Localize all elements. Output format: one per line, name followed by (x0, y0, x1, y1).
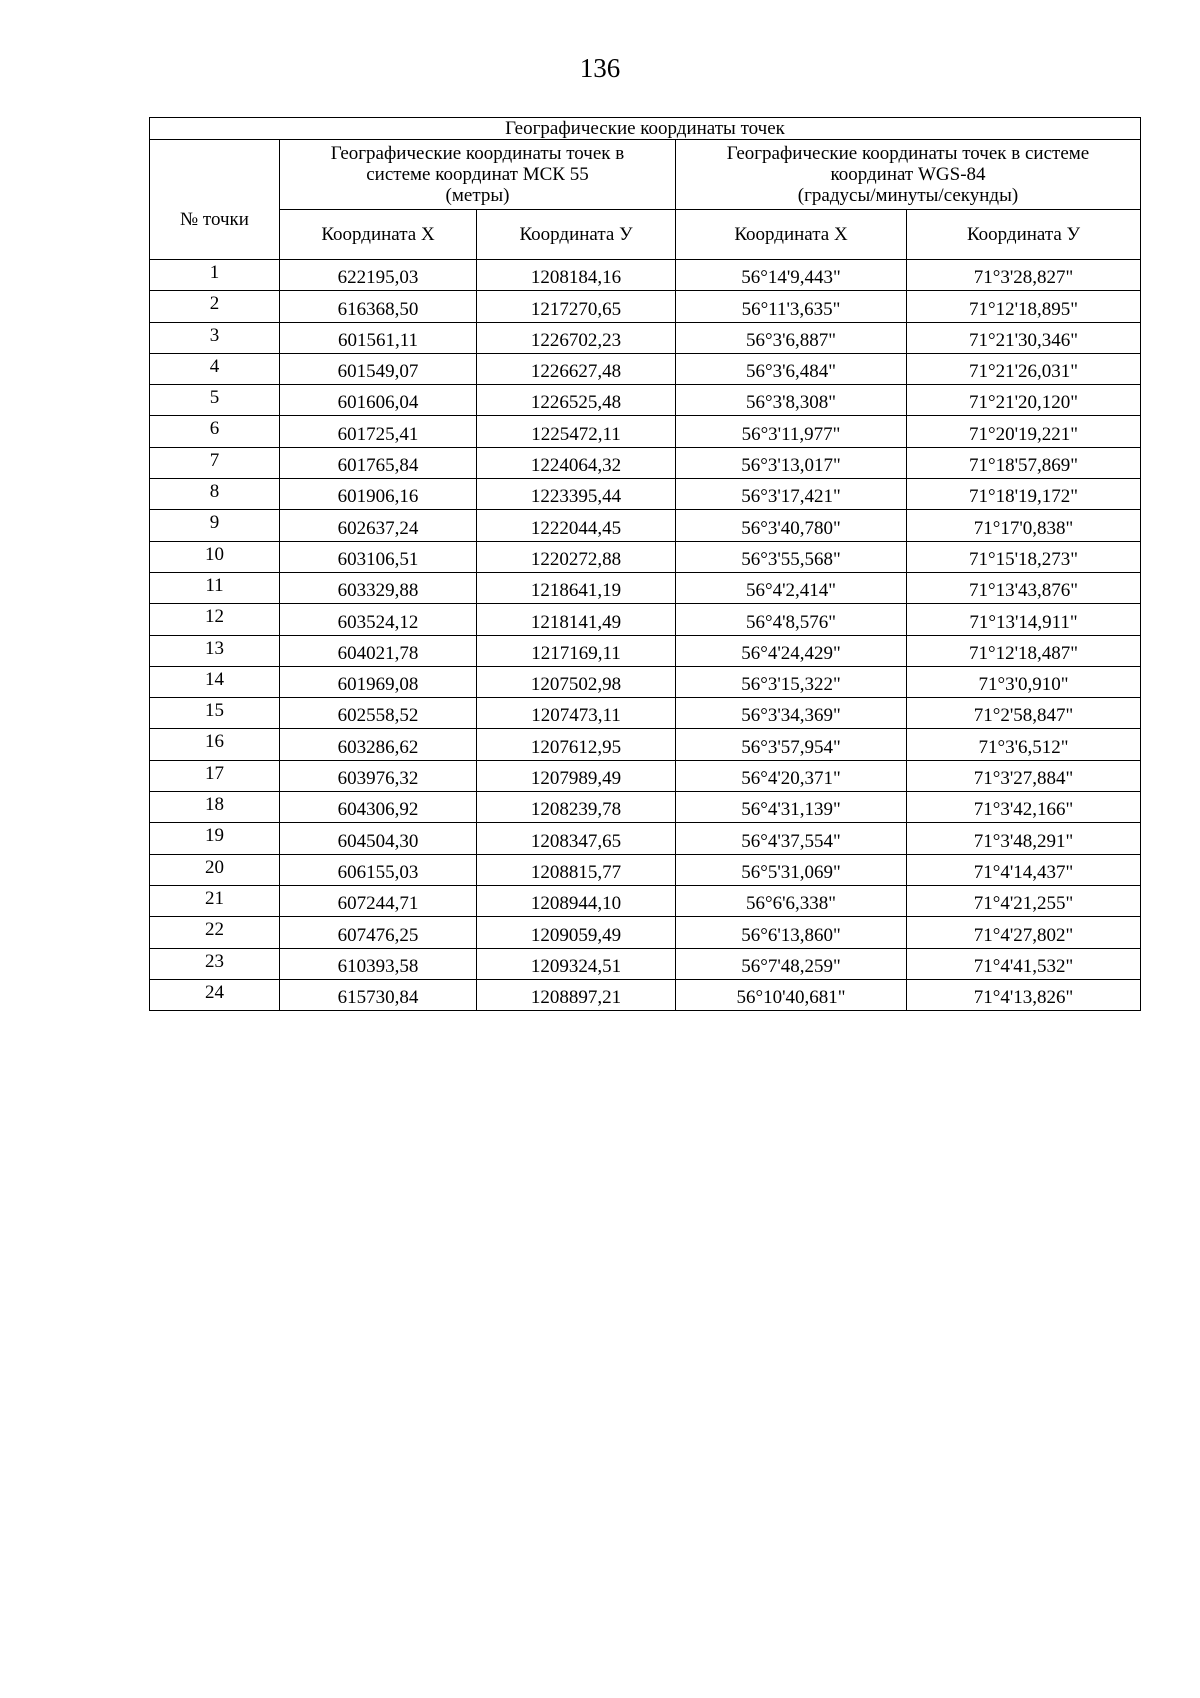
point-number-cell: 8 (150, 479, 280, 510)
msk55-x-cell: 601906,16 (280, 479, 477, 510)
table-title: Географические координаты точек (150, 118, 1141, 140)
wgs84-x-cell: 56°3'40,780" (676, 510, 907, 541)
point-number-cell: 6 (150, 416, 280, 447)
msk55-x-cell: 615730,84 (280, 979, 477, 1010)
table-row (150, 353, 1141, 384)
wgs84-x-cell: 56°6'13,860" (676, 917, 907, 948)
msk55-y-cell: 1209059,49 (477, 917, 676, 948)
msk55-x-cell: 604021,78 (280, 635, 477, 666)
msk55-x-cell: 607244,71 (280, 885, 477, 916)
wgs84-y-cell: 71°3'27,884" (907, 760, 1141, 791)
msk55-x-cell: 603524,12 (280, 604, 477, 635)
table-row (150, 385, 1141, 416)
msk55-x-cell: 602558,52 (280, 698, 477, 729)
wgs84-x-cell: 56°3'6,887" (676, 322, 907, 353)
table-row (150, 885, 1141, 916)
point-number-cell: 22 (150, 917, 280, 948)
msk55-x-cell: 601765,84 (280, 447, 477, 478)
msk55-x-cell: 606155,03 (280, 854, 477, 885)
msk55-x-cell: 601725,41 (280, 416, 477, 447)
msk55-header-line-3: (метры) (445, 185, 510, 206)
msk55-x-cell: 601606,04 (280, 385, 477, 416)
wgs84-y-cell: 71°3'6,512" (907, 729, 1141, 760)
wgs84-group-header (676, 140, 1141, 210)
msk55-y-cell: 1222044,45 (477, 510, 676, 541)
table-row (150, 510, 1141, 541)
wgs84-x-cell: 56°4'20,371" (676, 760, 907, 791)
table-row (150, 729, 1141, 760)
wgs84-y-cell: 71°2'58,847" (907, 698, 1141, 729)
wgs84-header-line-2: координат WGS-84 (830, 164, 986, 185)
msk55-y-cell: 1226702,23 (477, 322, 676, 353)
wgs84-x-cell: 56°3'15,322" (676, 666, 907, 697)
msk55-x-cell: 603106,51 (280, 541, 477, 572)
page-number: 136 (579, 53, 621, 83)
wgs84-x-cell: 56°6'6,338" (676, 885, 907, 916)
wgs84-x-header: Координата Х (676, 210, 907, 260)
point-number-cell: 7 (150, 447, 280, 478)
table-body (150, 260, 1141, 1011)
msk55-y-cell: 1218641,19 (477, 572, 676, 603)
msk55-y-cell: 1208184,16 (477, 260, 676, 291)
point-number-cell: 2 (150, 291, 280, 322)
table-row (150, 604, 1141, 635)
msk55-y-cell: 1223395,44 (477, 479, 676, 510)
point-number-cell: 5 (150, 385, 280, 416)
wgs84-y-cell: 71°18'19,172" (907, 479, 1141, 510)
wgs84-y-cell: 71°4'41,532" (907, 948, 1141, 979)
msk55-x-cell: 603329,88 (280, 572, 477, 603)
wgs84-y-cell: 71°20'19,221" (907, 416, 1141, 447)
point-number-cell: 21 (150, 885, 280, 916)
wgs84-x-cell: 56°3'8,308" (676, 385, 907, 416)
wgs84-y-cell: 71°13'14,911" (907, 604, 1141, 635)
point-number-cell: 24 (150, 979, 280, 1010)
msk55-y-cell: 1226525,48 (477, 385, 676, 416)
wgs84-x-cell: 56°3'11,977" (676, 416, 907, 447)
msk55-y-header: Координата У (477, 210, 676, 260)
point-number-cell: 10 (150, 541, 280, 572)
wgs84-x-cell: 56°4'2,414" (676, 572, 907, 603)
table-row (150, 291, 1141, 322)
msk55-y-cell: 1208944,10 (477, 885, 676, 916)
msk55-y-cell: 1207989,49 (477, 760, 676, 791)
point-number-cell: 20 (150, 854, 280, 885)
msk55-x-cell: 601549,07 (280, 353, 477, 384)
msk55-y-cell: 1224064,32 (477, 447, 676, 478)
table-row (150, 854, 1141, 885)
wgs84-y-cell: 71°3'0,910" (907, 666, 1141, 697)
point-number-cell: 15 (150, 698, 280, 729)
msk55-y-cell: 1208815,77 (477, 854, 676, 885)
msk55-x-cell: 604504,30 (280, 823, 477, 854)
coordinates-table (149, 117, 1141, 1011)
wgs84-x-cell: 56°4'8,576" (676, 604, 907, 635)
msk55-x-cell: 602637,24 (280, 510, 477, 541)
msk55-x-cell: 607476,25 (280, 917, 477, 948)
wgs84-header-line-3: (градусы/минуты/секунды) (797, 185, 1019, 206)
table-row (150, 322, 1141, 353)
wgs84-header-line-1: Географические координаты точек в системе (726, 143, 1090, 164)
msk55-y-cell: 1226627,48 (477, 353, 676, 384)
msk55-x-header: Координата Х (280, 210, 477, 260)
point-number-cell: 1 (150, 260, 280, 291)
point-number-cell: 3 (150, 322, 280, 353)
point-number-cell: 13 (150, 635, 280, 666)
msk55-header-line-1: Географические координаты точек в (330, 143, 625, 164)
msk55-y-cell: 1218141,49 (477, 604, 676, 635)
table-row (150, 447, 1141, 478)
msk55-x-cell: 610393,58 (280, 948, 477, 979)
msk55-y-cell: 1208347,65 (477, 823, 676, 854)
wgs84-y-cell: 71°12'18,895" (907, 291, 1141, 322)
msk55-y-cell: 1207502,98 (477, 666, 676, 697)
table-row (150, 666, 1141, 697)
msk55-y-cell: 1207473,11 (477, 698, 676, 729)
table-row (150, 479, 1141, 510)
msk55-y-cell: 1220272,88 (477, 541, 676, 572)
wgs84-x-cell: 56°3'57,954" (676, 729, 907, 760)
point-number-cell: 23 (150, 948, 280, 979)
wgs84-y-cell: 71°4'13,826" (907, 979, 1141, 1010)
wgs84-y-cell: 71°21'26,031" (907, 353, 1141, 384)
point-number-cell: 17 (150, 760, 280, 791)
wgs84-y-cell: 71°13'43,876" (907, 572, 1141, 603)
wgs84-x-cell: 56°3'34,369" (676, 698, 907, 729)
wgs84-y-cell: 71°4'21,255" (907, 885, 1141, 916)
point-number-cell: 14 (150, 666, 280, 697)
wgs84-x-cell: 56°3'17,421" (676, 479, 907, 510)
wgs84-y-cell: 71°4'14,437" (907, 854, 1141, 885)
wgs84-y-cell: 71°12'18,487" (907, 635, 1141, 666)
wgs84-y-cell: 71°4'27,802" (907, 917, 1141, 948)
wgs84-x-cell: 56°3'55,568" (676, 541, 907, 572)
msk55-x-cell: 622195,03 (280, 260, 477, 291)
wgs84-x-cell: 56°4'31,139" (676, 792, 907, 823)
wgs84-x-cell: 56°4'24,429" (676, 635, 907, 666)
wgs84-y-cell: 71°15'18,273" (907, 541, 1141, 572)
msk55-y-cell: 1208239,78 (477, 792, 676, 823)
wgs84-y-cell: 71°3'28,827" (907, 260, 1141, 291)
table-row (150, 760, 1141, 791)
msk55-x-cell: 601561,11 (280, 322, 477, 353)
msk55-y-cell: 1207612,95 (477, 729, 676, 760)
wgs84-x-cell: 56°3'6,484" (676, 353, 907, 384)
wgs84-y-cell: 71°3'48,291" (907, 823, 1141, 854)
msk55-x-cell: 603286,62 (280, 729, 477, 760)
table-row (150, 572, 1141, 603)
wgs84-y-cell: 71°18'57,869" (907, 447, 1141, 478)
point-number-cell: 12 (150, 604, 280, 635)
table-row (150, 698, 1141, 729)
table-row (150, 917, 1141, 948)
table-row (150, 948, 1141, 979)
msk55-x-cell: 616368,50 (280, 291, 477, 322)
wgs84-x-cell: 56°11'3,635" (676, 291, 907, 322)
msk55-x-cell: 603976,32 (280, 760, 477, 791)
msk55-header-line-2: системе координат МСК 55 (366, 164, 589, 185)
msk55-x-cell: 601969,08 (280, 666, 477, 697)
wgs84-y-cell: 71°17'0,838" (907, 510, 1141, 541)
wgs84-y-cell: 71°21'20,120" (907, 385, 1141, 416)
table-row (150, 635, 1141, 666)
table-row (150, 416, 1141, 447)
point-number-cell: 4 (150, 353, 280, 384)
msk55-x-cell: 604306,92 (280, 792, 477, 823)
wgs84-x-cell: 56°4'37,554" (676, 823, 907, 854)
msk55-y-cell: 1217270,65 (477, 291, 676, 322)
msk55-y-cell: 1225472,11 (477, 416, 676, 447)
msk55-group-header (280, 140, 676, 210)
msk55-y-cell: 1208897,21 (477, 979, 676, 1010)
wgs84-x-cell: 56°3'13,017" (676, 447, 907, 478)
table-row (150, 260, 1141, 291)
point-number-cell: 19 (150, 823, 280, 854)
wgs84-x-cell: 56°14'9,443" (676, 260, 907, 291)
table-row (150, 792, 1141, 823)
table-row (150, 979, 1141, 1010)
point-number-cell: 9 (150, 510, 280, 541)
table-row (150, 541, 1141, 572)
point-number-header: № точки (150, 140, 280, 260)
wgs84-y-cell: 71°21'30,346" (907, 322, 1141, 353)
wgs84-x-cell: 56°7'48,259" (676, 948, 907, 979)
wgs84-x-cell: 56°5'31,069" (676, 854, 907, 885)
wgs84-y-header: Координата У (907, 210, 1141, 260)
wgs84-y-cell: 71°3'42,166" (907, 792, 1141, 823)
msk55-y-cell: 1209324,51 (477, 948, 676, 979)
msk55-y-cell: 1217169,11 (477, 635, 676, 666)
point-number-cell: 18 (150, 792, 280, 823)
table-row (150, 823, 1141, 854)
wgs84-x-cell: 56°10'40,681" (676, 979, 907, 1010)
point-number-cell: 11 (150, 572, 280, 603)
point-number-cell: 16 (150, 729, 280, 760)
